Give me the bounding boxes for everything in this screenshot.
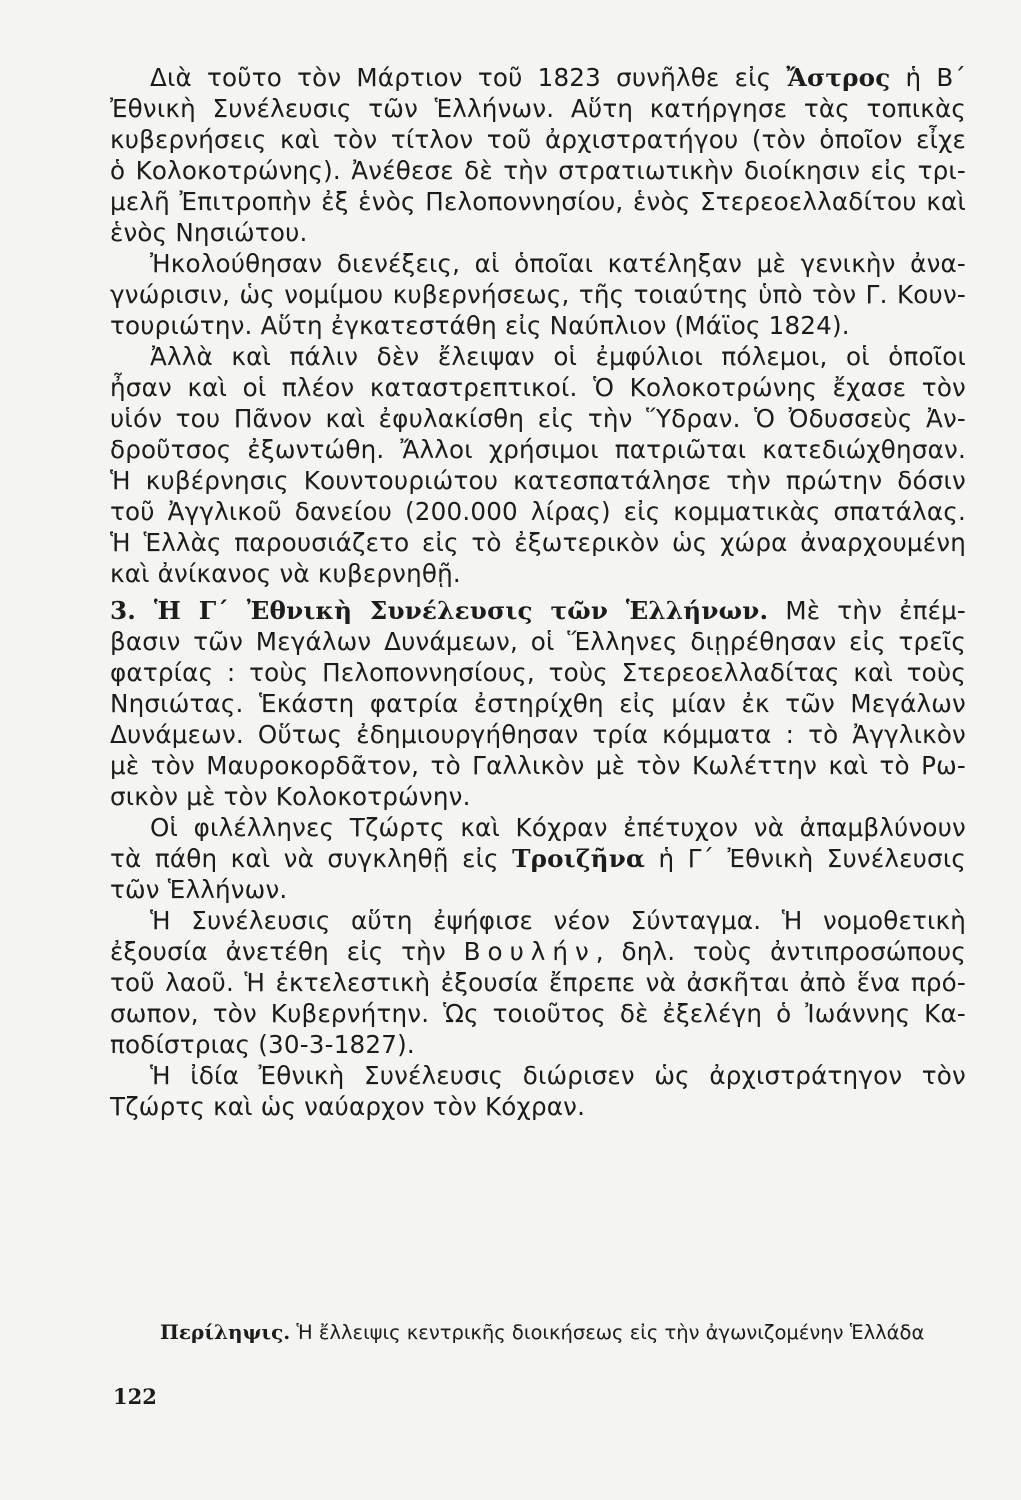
text-line: Ἡ κυβέρνησις Κουντουριώτου κατεσπατάλησε τὴν πρώτην δόσιν	[110, 466, 966, 495]
text-line: Νησιώτας. Ἑκάστη φατρία ἐστηρίχθη εἰς μίαν ἐκ τῶν Μεγάλων	[110, 689, 966, 718]
text-line: Δυνάμεων. Οὕτως ἐδημιουργήθησαν τρία κόμματα : τὸ Ἀγγλικὸν	[110, 720, 966, 749]
text-line: ἦσαν καὶ οἱ πλέον καταστρεπτικοί. Ὁ Κολοκοτρώνης ἔχασε τὸν	[110, 373, 966, 402]
text-line: Ἡ Συνέλευσις αὕτη ἐψήφισε νέον Σύνταγμα. Ἡ νομοθετικὴ	[150, 906, 966, 935]
text-line: ἐξουσία ἀνετέθη εἰς τὴν Βουλήν, δηλ. τοὺς ἀντιπροσώπους	[110, 937, 966, 966]
summary	[160, 1320, 966, 1344]
text-line: ἑνὸς Νησιώτου.	[110, 218, 308, 247]
text-line: τῶν Ἑλλήνων.	[110, 875, 288, 904]
paragraph-5	[110, 812, 966, 905]
text-line: Διὰ τοῦτο τὸν Μάρτιον τοῦ 1823 συνῆλθε εἰς Ἄστρος ἡ Β΄	[150, 63, 966, 92]
text-line: μὲ τὸν Μαυροκορδᾶτον, τὸ Γαλλικὸν μὲ τὸν Κωλέττην καὶ τὸ Ρω-	[110, 751, 966, 780]
text-line: τὰ πάθη καὶ νὰ συγκληθῇ εἰς Τροιζῆνα ἡ Γ΄ Ἐθνικὴ Συνέλευσις	[110, 844, 966, 873]
summary-label: Περίληψις.	[160, 1320, 291, 1344]
text-line: μελῆ Ἐπιτροπὴν ἐξ ἑνὸς Πελοποννησίου, ἑνὸς Στερεοελλαδίτου καὶ	[110, 187, 966, 216]
text-line: Ἠκολούθησαν διενέξεις, αἱ ὁποῖαι κατέληξαν μὲ γενικὴν ἀνα-	[150, 249, 966, 278]
text-line: ποδίστριας (30-3-1827).	[110, 1030, 415, 1059]
text-line: υἱόν του Πᾶνον καὶ ἐφυλακίσθη εἰς τὴν Ὕδραν. Ὁ Ὀδυσσεὺς Ἀν-	[110, 404, 966, 433]
text-line: καὶ ἀνίκανος νὰ κυβερνηθῇ.	[110, 559, 461, 588]
text-line: Τζώρτς καὶ ὡς ναύαρχον τὸν Κόχραν.	[110, 1092, 586, 1121]
text-line: φατρίας : τοὺς Πελοποννησίους, τοὺς Στερεοελλαδίτας καὶ τοὺς	[110, 658, 966, 687]
text-line: Ἐθνικὴ Συνέλευσις τῶν Ἑλλήνων. Αὕτη κατήργησε τὰς τοπικὰς	[110, 94, 966, 123]
text-line: 3. Ἡ Γ΄ Ἐθνικὴ Συνέλευσις τῶν Ἑλλήνων. Μὲ τὴν ἐπέμ-	[110, 596, 966, 625]
text-line: τουριώτην. Αὕτη ἐγκατεστάθη εἰς Ναύπλιον (Μάϊος 1824).	[110, 311, 850, 340]
text-line: Ἡ ἰδία Ἐθνικὴ Συνέλευσις διώρισεν ὡς ἀρχιστράτηγον τὸν	[150, 1061, 966, 1090]
text-line: σωπον, τὸν Κυβερνήτην. Ὡς τοιοῦτος δὲ ἐξελέγη ὁ Ἰωάννης Κα-	[110, 999, 966, 1028]
bold-term: Ἄστρος	[786, 63, 891, 92]
paragraph-1	[110, 62, 966, 248]
text-line: Οἱ φιλέλληνες Τζώρτς καὶ Κόχραν ἐπέτυχον νὰ ἀπαμβλύνουν	[150, 813, 966, 842]
paragraph-2	[110, 248, 966, 341]
paragraph-7	[110, 1060, 966, 1122]
text-line: κυβερνήσεις καὶ τὸν τίτλον τοῦ ἀρχιστρατήγου (τὸν ὁποῖον εἶχε	[110, 125, 966, 154]
section-heading: 3. Ἡ Γ΄ Ἐθνικὴ Συνέλευσις τῶν Ἑλλήνων.	[110, 596, 769, 625]
text-line: τοῦ Ἀγγλικοῦ δανείου (200.000 λίρας) εἰς κομματικὰς σπατάλας.	[110, 497, 966, 526]
bold-term: Τροιζῆνα	[512, 844, 646, 873]
text-line: δροῦτσος ἐξωντώθη. Ἄλλοι χρήσιμοι πατριῶται κατεδιώχθησαν.	[110, 435, 966, 464]
text-line: σικὸν μὲ τὸν Κολοκοτρώνην.	[110, 782, 471, 811]
paragraph-3	[110, 341, 966, 589]
section-3	[110, 595, 966, 812]
summary-text: Ἡ ἔλλειψις κεντρικῆς διοικήσεως εἰς τὴν ἀγωνιζομένην Ἑλλάδα	[290, 1321, 925, 1344]
spaced-term: Βουλήν	[463, 937, 596, 966]
text-line: ὁ Κολοκοτρώνης). Ἀνέθεσε δὲ τὴν στρατιωτικὴν διοίκησιν εἰς τρι-	[110, 156, 966, 185]
paragraph-6	[110, 905, 966, 1060]
text-line: Ἡ Ἑλλὰς παρουσιάζετο εἰς τὸ ἐξωτερικὸν ὡς χώρα ἀναρχουμένη	[110, 528, 966, 557]
page-body	[110, 62, 966, 1122]
text-line: γνώρισιν, ὡς νομίμου κυβερνήσεως, τῆς τοιαύτης ὑπὸ τὸν Γ. Κουν-	[110, 280, 966, 309]
text-line: βασιν τῶν Μεγάλων Δυνάμεων, οἱ Ἕλληνες διῃρέθησαν εἰς τρεῖς	[110, 627, 966, 656]
text-line: Ἀλλὰ καὶ πάλιν δὲν ἔλειψαν οἱ ἐμφύλιοι πόλεμοι, οἱ ὁποῖοι	[150, 342, 966, 371]
page-number: 122	[113, 1384, 157, 1409]
text-line: τοῦ λαοῦ. Ἡ ἐκτελεστικὴ ἐξουσία ἔπρεπε νὰ ἀσκῆται ἀπὸ ἕνα πρό-	[110, 968, 966, 997]
